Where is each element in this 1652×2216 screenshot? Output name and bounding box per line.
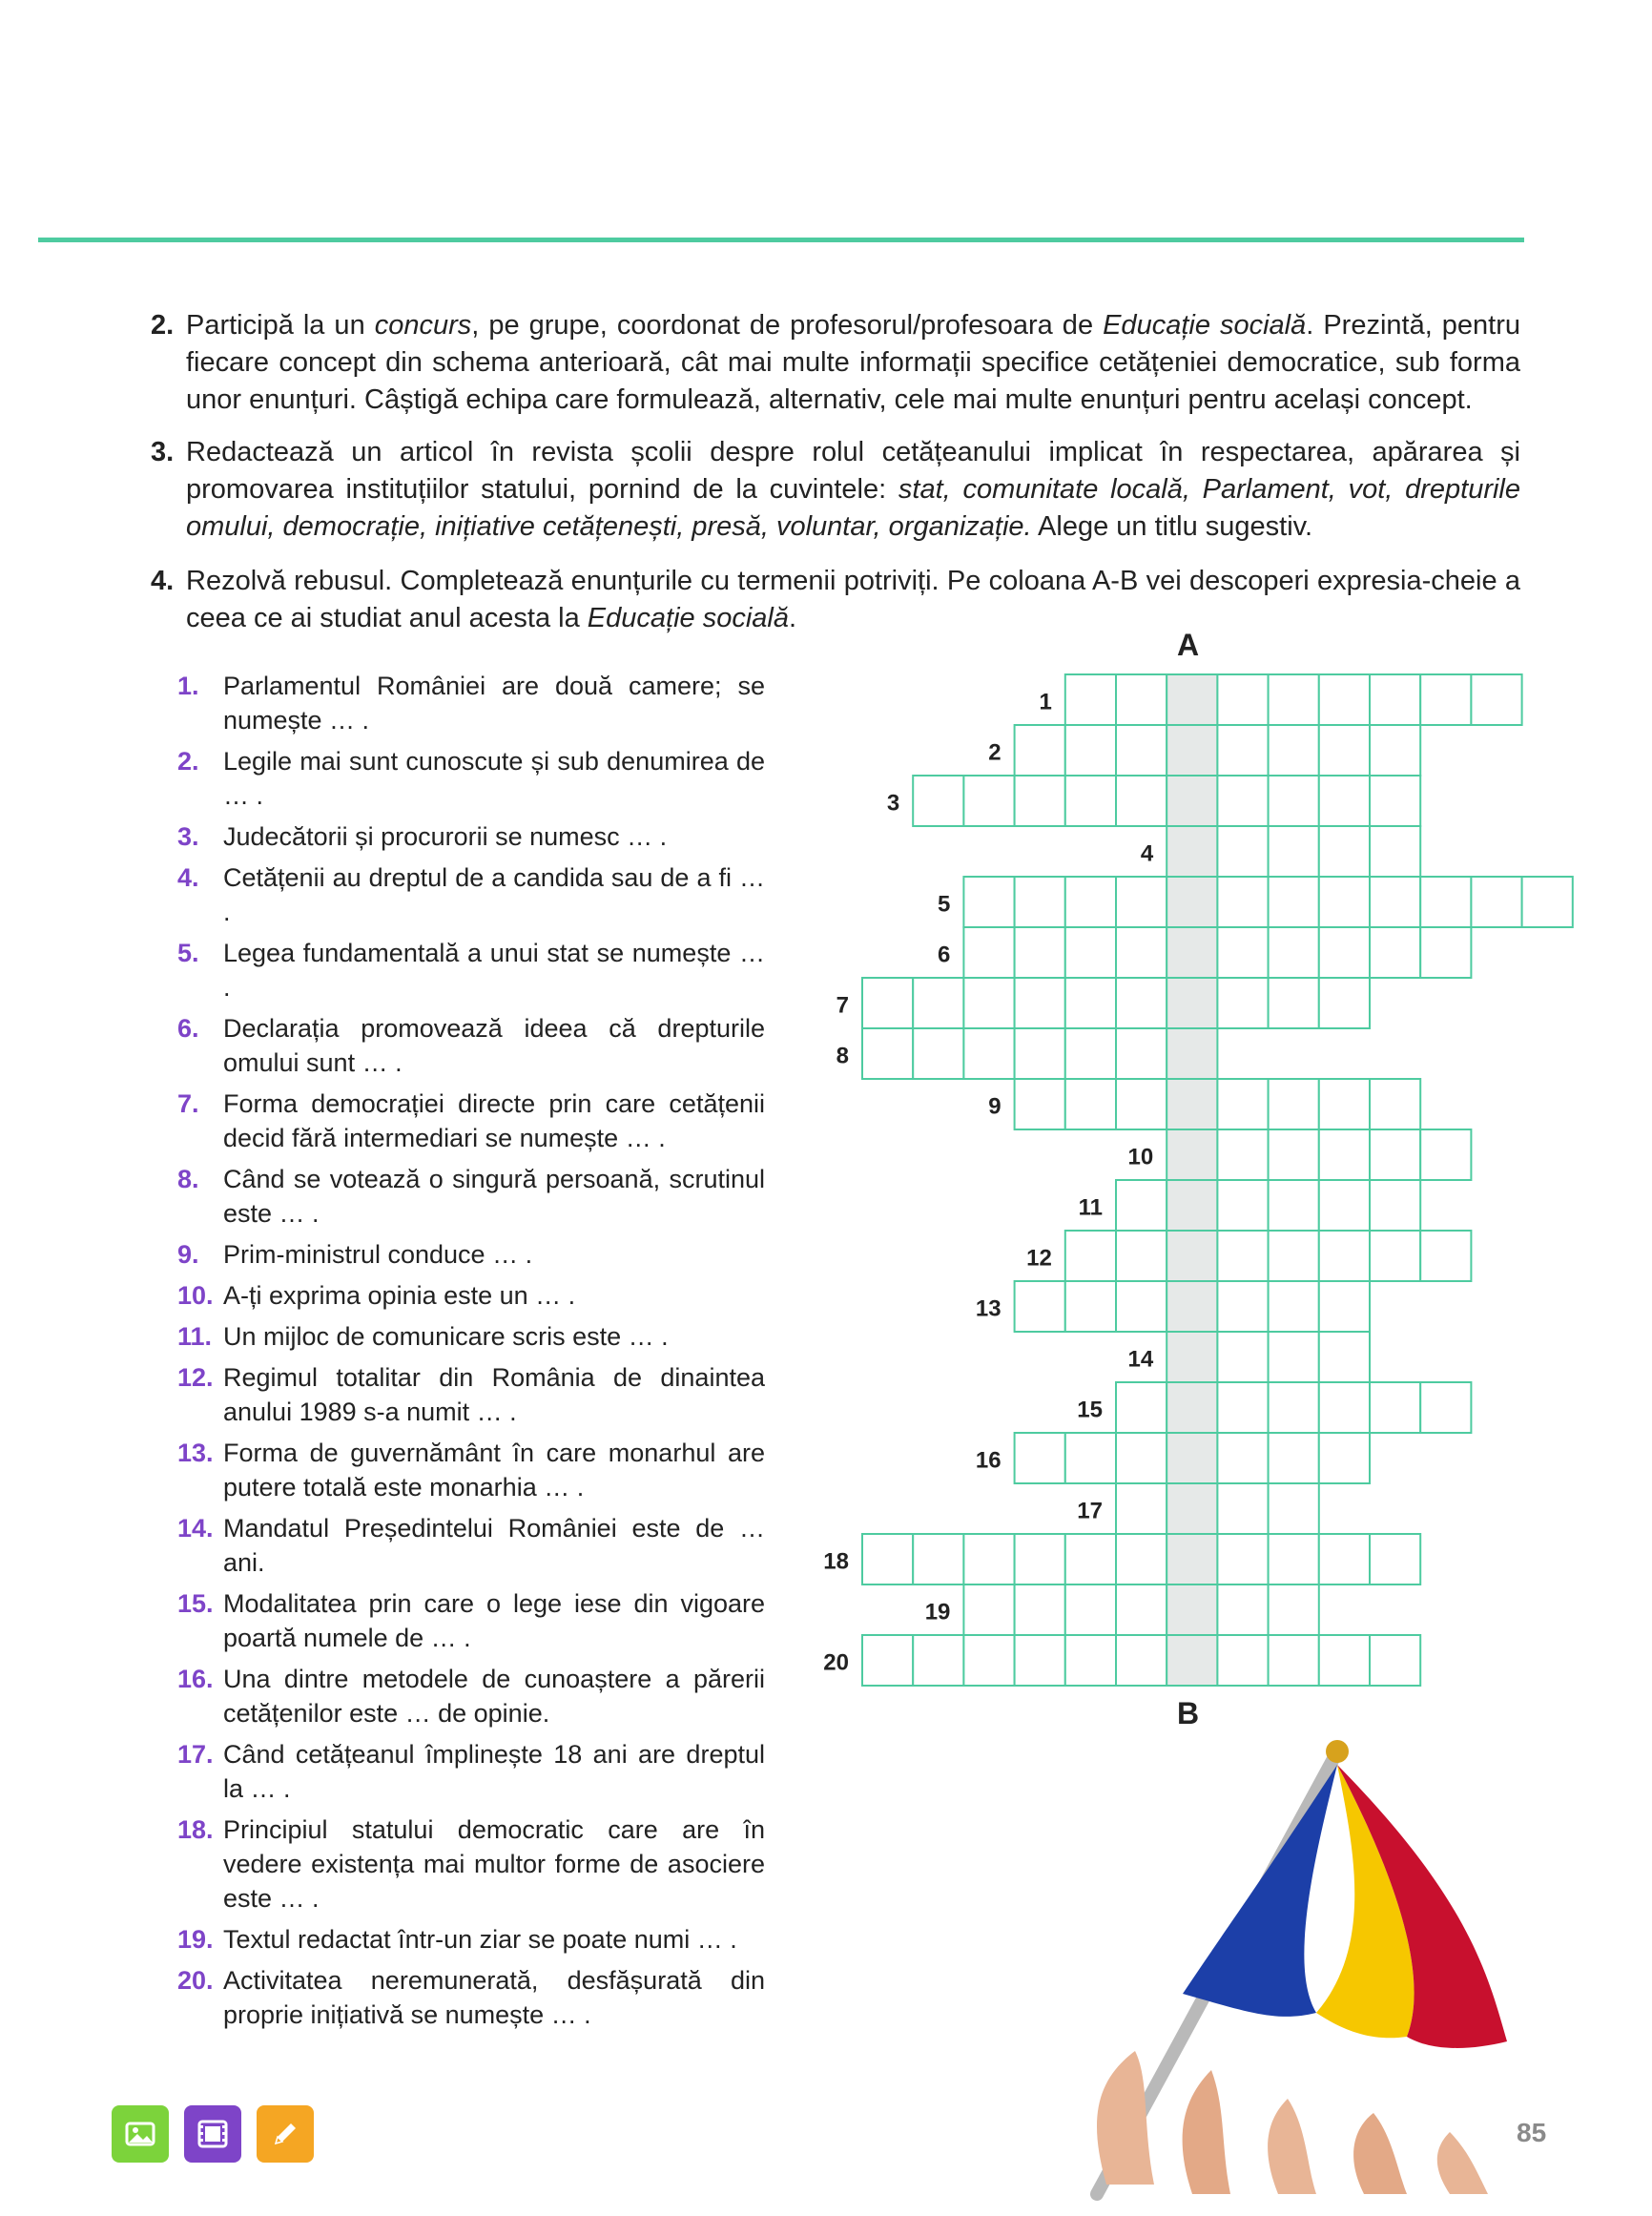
crossword-key-cell[interactable] — [1167, 1635, 1217, 1686]
crossword-cell[interactable] — [1319, 674, 1370, 725]
crossword-cell[interactable] — [1269, 1129, 1319, 1180]
crossword-cell[interactable] — [1065, 1534, 1116, 1584]
crossword-cell[interactable] — [1319, 1129, 1370, 1180]
crossword-row-number: 8 — [836, 1043, 849, 1069]
crossword-key-cell[interactable] — [1167, 826, 1217, 877]
clue-number: 17. — [177, 1740, 214, 1769]
clue-number: 2. — [177, 747, 199, 776]
crossword-cell[interactable] — [1116, 1180, 1167, 1231]
clue-text: Când cetățeanul împlinește 18 ani are dreptul la … . — [223, 1740, 765, 1803]
crossword-key-cell[interactable] — [1167, 1129, 1217, 1180]
crossword-cell[interactable] — [862, 1635, 913, 1686]
crossword-cell[interactable] — [1116, 1534, 1167, 1584]
crossword-key-cell[interactable] — [1167, 1281, 1217, 1332]
crossword-cell[interactable] — [1015, 877, 1065, 927]
crossword-cell[interactable] — [1217, 927, 1268, 978]
crossword-key-cell[interactable] — [1167, 725, 1217, 776]
crossword-cell[interactable] — [1370, 1231, 1420, 1281]
crossword-cell[interactable] — [1217, 725, 1268, 776]
crossword-cell[interactable] — [1269, 1332, 1319, 1382]
exercise-number: 3. — [151, 437, 175, 467]
clue-text: Prim-ministrul conduce … . — [223, 1240, 533, 1269]
crossword-cell[interactable] — [1370, 725, 1420, 776]
clue-number: 15. — [177, 1589, 214, 1618]
crossword-cell[interactable] — [1015, 1433, 1065, 1483]
crossword-cell[interactable] — [1116, 978, 1167, 1028]
crossword-cell[interactable] — [1319, 927, 1370, 978]
crossword-cell[interactable] — [1015, 1028, 1065, 1079]
crossword-cell[interactable] — [1420, 1382, 1471, 1433]
crossword-cell[interactable] — [1269, 1231, 1319, 1281]
crossword-cell[interactable] — [1217, 826, 1268, 877]
crossword-key-cell[interactable] — [1167, 1534, 1217, 1584]
crossword-cell[interactable] — [963, 927, 1014, 978]
crossword-cell[interactable] — [1471, 674, 1521, 725]
crossword-cell[interactable] — [1319, 978, 1370, 1028]
crossword-key-cell[interactable] — [1167, 978, 1217, 1028]
crossword-cell[interactable] — [1522, 877, 1573, 927]
crossword-cell[interactable] — [1217, 1483, 1268, 1534]
clue-number: 19. — [177, 1925, 214, 1954]
crossword-cell[interactable] — [1319, 1180, 1370, 1231]
crossword-row-number: 3 — [886, 790, 900, 817]
crossword-cell[interactable] — [1015, 927, 1065, 978]
crossword-cell[interactable] — [1065, 725, 1116, 776]
crossword-cell[interactable] — [1319, 1281, 1370, 1332]
crossword-row-number: 11 — [1078, 1194, 1103, 1221]
crossword-cell[interactable] — [1269, 1382, 1319, 1433]
crossword-cell[interactable] — [1319, 826, 1370, 877]
clue-text: Principiul statului democratic care are în vedere existența mai multor forme de asociere este … . — [223, 1815, 765, 1913]
crossword-cell[interactable] — [1420, 1129, 1471, 1180]
crossword-row-number: 1 — [1039, 689, 1052, 715]
crossword-row-number: 18 — [823, 1548, 849, 1575]
exercise-text: Rezolvă rebusul. Completează enunțurile cu termenii potriviți. Pe coloana A-B vei descoperi expresia-cheie a ceea ce ai studiat anul acesta la Educație socială. — [186, 566, 1520, 633]
crossword-row-number: 10 — [1127, 1144, 1154, 1170]
clue-text: Regimul totalitar din România de dinaintea anului 1989 s-a numit … . — [223, 1363, 765, 1426]
clue-text: Parlamentul României are două camere; se numește … . — [223, 672, 765, 735]
crossword-row-number: 16 — [975, 1447, 1002, 1474]
clue-text: Judecătorii și procurorii se numesc … . — [223, 822, 668, 851]
clue-number: 3. — [177, 822, 199, 851]
crossword-cell[interactable] — [1319, 1382, 1370, 1433]
crossword-key-cell[interactable] — [1167, 1231, 1217, 1281]
crossword-cell[interactable] — [1217, 1635, 1268, 1686]
clue-text: Forma democrației directe prin care cetățenii decid fără intermediari se numește … . — [223, 1089, 765, 1152]
crossword-key-cell[interactable] — [1167, 1382, 1217, 1433]
clue-text: Cetățenii au dreptul de a candida sau de a fi … . — [223, 863, 765, 926]
crossword-row-number: 19 — [924, 1599, 951, 1626]
clue-number: 6. — [177, 1014, 199, 1043]
crossword-cell[interactable] — [1420, 927, 1471, 978]
crossword-row-number: 12 — [1026, 1245, 1052, 1272]
clue-number: 5. — [177, 939, 199, 967]
crossword-row-number: 5 — [938, 891, 951, 918]
clue-number: 9. — [177, 1240, 199, 1269]
clue-text: A-ți exprima opinia este un … . — [223, 1281, 576, 1310]
crossword-cell[interactable] — [1116, 1028, 1167, 1079]
crossword-cell[interactable] — [1116, 725, 1167, 776]
crossword-cell[interactable] — [1116, 1635, 1167, 1686]
crossword-cell[interactable] — [862, 1534, 913, 1584]
pencil-icon[interactable] — [257, 2105, 314, 2163]
clue-number: 10. — [177, 1281, 214, 1310]
crossword-row-number: 17 — [1077, 1498, 1103, 1524]
clue-number: 1. — [177, 672, 199, 700]
crossword-cell[interactable] — [1319, 776, 1370, 826]
crossword-cell[interactable] — [1269, 1180, 1319, 1231]
crossword-cell[interactable] — [1065, 776, 1116, 826]
crossword-cell[interactable] — [1116, 877, 1167, 927]
crossword-cell[interactable] — [963, 877, 1014, 927]
crossword-key-cell[interactable] — [1167, 1433, 1217, 1483]
crossword-cell[interactable] — [1116, 1483, 1167, 1534]
crossword-cell[interactable] — [1015, 725, 1065, 776]
clue-text: Un mijloc de comunicare scris este … . — [223, 1322, 669, 1351]
crossword-cell[interactable] — [1116, 927, 1167, 978]
crossword-cell[interactable] — [1269, 1433, 1319, 1483]
clue-number: 14. — [177, 1514, 214, 1543]
clue-number: 13. — [177, 1439, 214, 1467]
clue-text: Modalitatea prin care o lege iese din vigoare poartă numele de … . — [223, 1589, 765, 1652]
crossword-cell[interactable] — [1269, 877, 1319, 927]
clue-number: 12. — [177, 1363, 214, 1392]
crossword-cell[interactable] — [1370, 1635, 1420, 1686]
crossword-cell[interactable] — [1217, 877, 1268, 927]
crossword-cell[interactable] — [1015, 1079, 1065, 1129]
crossword-cell[interactable] — [1319, 1079, 1370, 1129]
crossword-cell[interactable] — [1015, 978, 1065, 1028]
crossword-cell[interactable] — [1116, 1433, 1167, 1483]
crossword-cell[interactable] — [1319, 877, 1370, 927]
clue-text: Mandatul Președintelui României este de … ani. — [223, 1514, 765, 1577]
crossword-key-cell[interactable] — [1167, 1028, 1217, 1079]
crossword-cell[interactable] — [1420, 877, 1471, 927]
crossword-row-number: 14 — [1127, 1346, 1154, 1373]
clue-number: 20. — [177, 1966, 214, 1995]
crossword-cell[interactable] — [1015, 1584, 1065, 1635]
crossword-cell[interactable] — [1217, 1180, 1268, 1231]
crossword-key-cell[interactable] — [1167, 1332, 1217, 1382]
crossword-cell[interactable] — [1269, 826, 1319, 877]
crossword-cell[interactable] — [963, 978, 1014, 1028]
crossword-cell[interactable] — [1269, 1635, 1319, 1686]
crossword-cell[interactable] — [1269, 978, 1319, 1028]
film-icon[interactable] — [184, 2105, 241, 2163]
crossword-cell[interactable] — [963, 1534, 1014, 1584]
clue-text: Una dintre metodele de cunoaștere a părerii cetățenilor este … de opinie. — [223, 1665, 765, 1728]
clue-number: 18. — [177, 1815, 214, 1844]
crossword-cell[interactable] — [963, 1635, 1014, 1686]
crossword-key-cell[interactable] — [1167, 1483, 1217, 1534]
clue-text: Când se votează o singură persoană, scrutinul este … . — [223, 1165, 765, 1228]
crossword-cell[interactable] — [1065, 877, 1116, 927]
clue-number: 8. — [177, 1165, 199, 1193]
crossword-cell[interactable] — [1370, 674, 1420, 725]
crossword-key-cell[interactable] — [1167, 776, 1217, 826]
crossword-cell[interactable] — [1065, 1028, 1116, 1079]
crossword-row-number: 6 — [938, 942, 951, 968]
crossword-cell[interactable] — [862, 1028, 913, 1079]
crossword-key-cell[interactable] — [1167, 1180, 1217, 1231]
crossword-cell[interactable] — [1065, 1635, 1116, 1686]
crossword-cell[interactable] — [1471, 877, 1521, 927]
clue-text: Declarația promovează ideea că drepturile omului sunt … . — [223, 1014, 765, 1077]
crossword-cell[interactable] — [913, 776, 963, 826]
crossword-cell[interactable] — [1217, 1281, 1268, 1332]
crossword-row-number: 13 — [975, 1295, 1002, 1322]
crossword-cell[interactable] — [1269, 674, 1319, 725]
crossword-key-cell[interactable] — [1167, 674, 1217, 725]
crossword-cell[interactable] — [1269, 1534, 1319, 1584]
crossword-key-cell[interactable] — [1167, 927, 1217, 978]
crossword-cell[interactable] — [1065, 978, 1116, 1028]
crossword-cell[interactable] — [1116, 1281, 1167, 1332]
crossword-cell[interactable] — [1319, 1231, 1370, 1281]
crossword-cell[interactable] — [1065, 927, 1116, 978]
crossword-cell[interactable] — [1116, 1079, 1167, 1129]
crossword-cell[interactable] — [1217, 1079, 1268, 1129]
crossword-cell[interactable] — [1370, 1079, 1420, 1129]
crossword-cell[interactable] — [1319, 1534, 1370, 1584]
crossword-cell[interactable] — [1319, 1635, 1370, 1686]
column-label-a: A — [1177, 628, 1200, 662]
crossword-cell[interactable] — [1269, 1281, 1319, 1332]
crossword-cell[interactable] — [1370, 1180, 1420, 1231]
clue-text: Legea fundamentală a unui stat se numește … . — [223, 939, 765, 1002]
crossword-cell[interactable] — [1420, 1231, 1471, 1281]
crossword-cell[interactable] — [1065, 1433, 1116, 1483]
crossword-cell[interactable] — [913, 1635, 963, 1686]
crossword-cell[interactable] — [1065, 1079, 1116, 1129]
crossword-cell[interactable] — [913, 1028, 963, 1079]
crossword-cell[interactable] — [1116, 776, 1167, 826]
crossword-cell[interactable] — [1217, 776, 1268, 826]
crossword-cell[interactable] — [1269, 1584, 1319, 1635]
crossword-row-number: 7 — [836, 992, 849, 1019]
crossword-cell[interactable] — [1217, 1534, 1268, 1584]
clue-number: 4. — [177, 863, 199, 892]
crossword-cell[interactable] — [1015, 776, 1065, 826]
clue-number: 16. — [177, 1665, 214, 1693]
crossword-cell[interactable] — [913, 1534, 963, 1584]
clue-number: 7. — [177, 1089, 199, 1118]
crossword-cell[interactable] — [1217, 1433, 1268, 1483]
exercise-text: Participă la un concurs, pe grupe, coordonat de profesorul/profesoara de Educație socială. Prezintă, pentru fiecare concept din schema anterioară, cât mai multe informații specifice cetățeniei democratice, sub forma unor enunțuri. Câștigă echipa care formulează, alternativ, cele mai multe enunțuri pentru același concept. — [186, 310, 1521, 415]
image-icon[interactable] — [112, 2105, 169, 2163]
crossword-cell[interactable] — [1269, 1079, 1319, 1129]
crossword-cell[interactable] — [1116, 1584, 1167, 1635]
crossword-cell[interactable] — [1116, 674, 1167, 725]
crossword-cell[interactable] — [1370, 877, 1420, 927]
exercise-text: Redactează un articol în revista școlii despre rolul cetățeanului implicat în respectarea, apărarea și promovarea instituțiilor statului, pornind de la cuvintele: stat, comunitate locală, Parlament, vot, drepturile omului, democrație, inițiative cetățenești, presă, voluntar, organizație. Alege un titlu sugestiv. — [186, 437, 1520, 542]
crossword-cell[interactable] — [1015, 1281, 1065, 1332]
crossword-cell[interactable] — [1217, 1231, 1268, 1281]
crossword-cell[interactable] — [1116, 1382, 1167, 1433]
clue-text: Textul redactat într-un ziar se poate numi … . — [223, 1925, 737, 1954]
crossword-row-number: 2 — [988, 739, 1002, 766]
crossword-row-number: 4 — [1140, 840, 1154, 867]
crossword-row-number: 15 — [1077, 1397, 1103, 1423]
crossword-cell[interactable] — [1217, 674, 1268, 725]
crossword-row-number: 9 — [988, 1093, 1002, 1120]
crossword-cell[interactable] — [1269, 725, 1319, 776]
crossword-cell[interactable] — [1370, 776, 1420, 826]
crossword-cell[interactable] — [1065, 1281, 1116, 1332]
crossword-cell[interactable] — [1217, 1382, 1268, 1433]
crossword-cell[interactable] — [862, 978, 913, 1028]
clue-text: Legile mai sunt cunoscute și sub denumirea de … . — [223, 747, 765, 810]
crossword-cell[interactable] — [1319, 725, 1370, 776]
clue-text: Forma de guvernământ în care monarhul are putere totală este monarhia … . — [223, 1439, 765, 1501]
crossword-cell[interactable] — [963, 1028, 1014, 1079]
crossword-cell[interactable] — [1370, 1534, 1420, 1584]
crossword-cell[interactable] — [1319, 1433, 1370, 1483]
crossword-cell[interactable] — [1370, 1382, 1420, 1433]
crossword-key-cell[interactable] — [1167, 1079, 1217, 1129]
crossword-cell[interactable] — [1370, 1129, 1420, 1180]
page-number: 85 — [1517, 2118, 1547, 2147]
exercise-number: 2. — [151, 310, 175, 341]
crossword-row-number: 20 — [823, 1649, 849, 1676]
crossword-cell[interactable] — [1420, 674, 1471, 725]
crossword-cell[interactable] — [1319, 1332, 1370, 1382]
romanian-flag-illustration — [1030, 1736, 1526, 2213]
crossword-key-cell[interactable] — [1167, 877, 1217, 927]
crossword-cell[interactable] — [1217, 1584, 1268, 1635]
crossword-cell[interactable] — [1269, 927, 1319, 978]
clue-number: 11. — [177, 1322, 213, 1351]
crossword-cell[interactable] — [1015, 1534, 1065, 1584]
crossword-cell[interactable] — [1116, 1231, 1167, 1281]
crossword-cell[interactable] — [1370, 826, 1420, 877]
crossword-cell[interactable] — [1065, 1584, 1116, 1635]
crossword-cell[interactable] — [1217, 1332, 1268, 1382]
crossword-key-cell[interactable] — [1167, 1584, 1217, 1635]
crossword-cell[interactable] — [1217, 1129, 1268, 1180]
crossword-cell[interactable] — [1015, 1635, 1065, 1686]
crossword-cell[interactable] — [963, 776, 1014, 826]
clue-text: Activitatea neremunerată, desfășurată din proprie inițiativă se numește … . — [223, 1966, 765, 2029]
crossword-cell[interactable] — [1065, 674, 1116, 725]
crossword-cell[interactable] — [1217, 978, 1268, 1028]
crossword-cell[interactable] — [1370, 927, 1420, 978]
crossword-cell[interactable] — [963, 1584, 1014, 1635]
crossword-cell[interactable] — [913, 978, 963, 1028]
crossword-cell[interactable] — [1269, 1483, 1319, 1534]
column-label-b: B — [1177, 1696, 1200, 1730]
crossword-cell[interactable] — [1269, 776, 1319, 826]
exercise-number: 4. — [151, 566, 175, 596]
crossword-cell[interactable] — [1065, 1231, 1116, 1281]
